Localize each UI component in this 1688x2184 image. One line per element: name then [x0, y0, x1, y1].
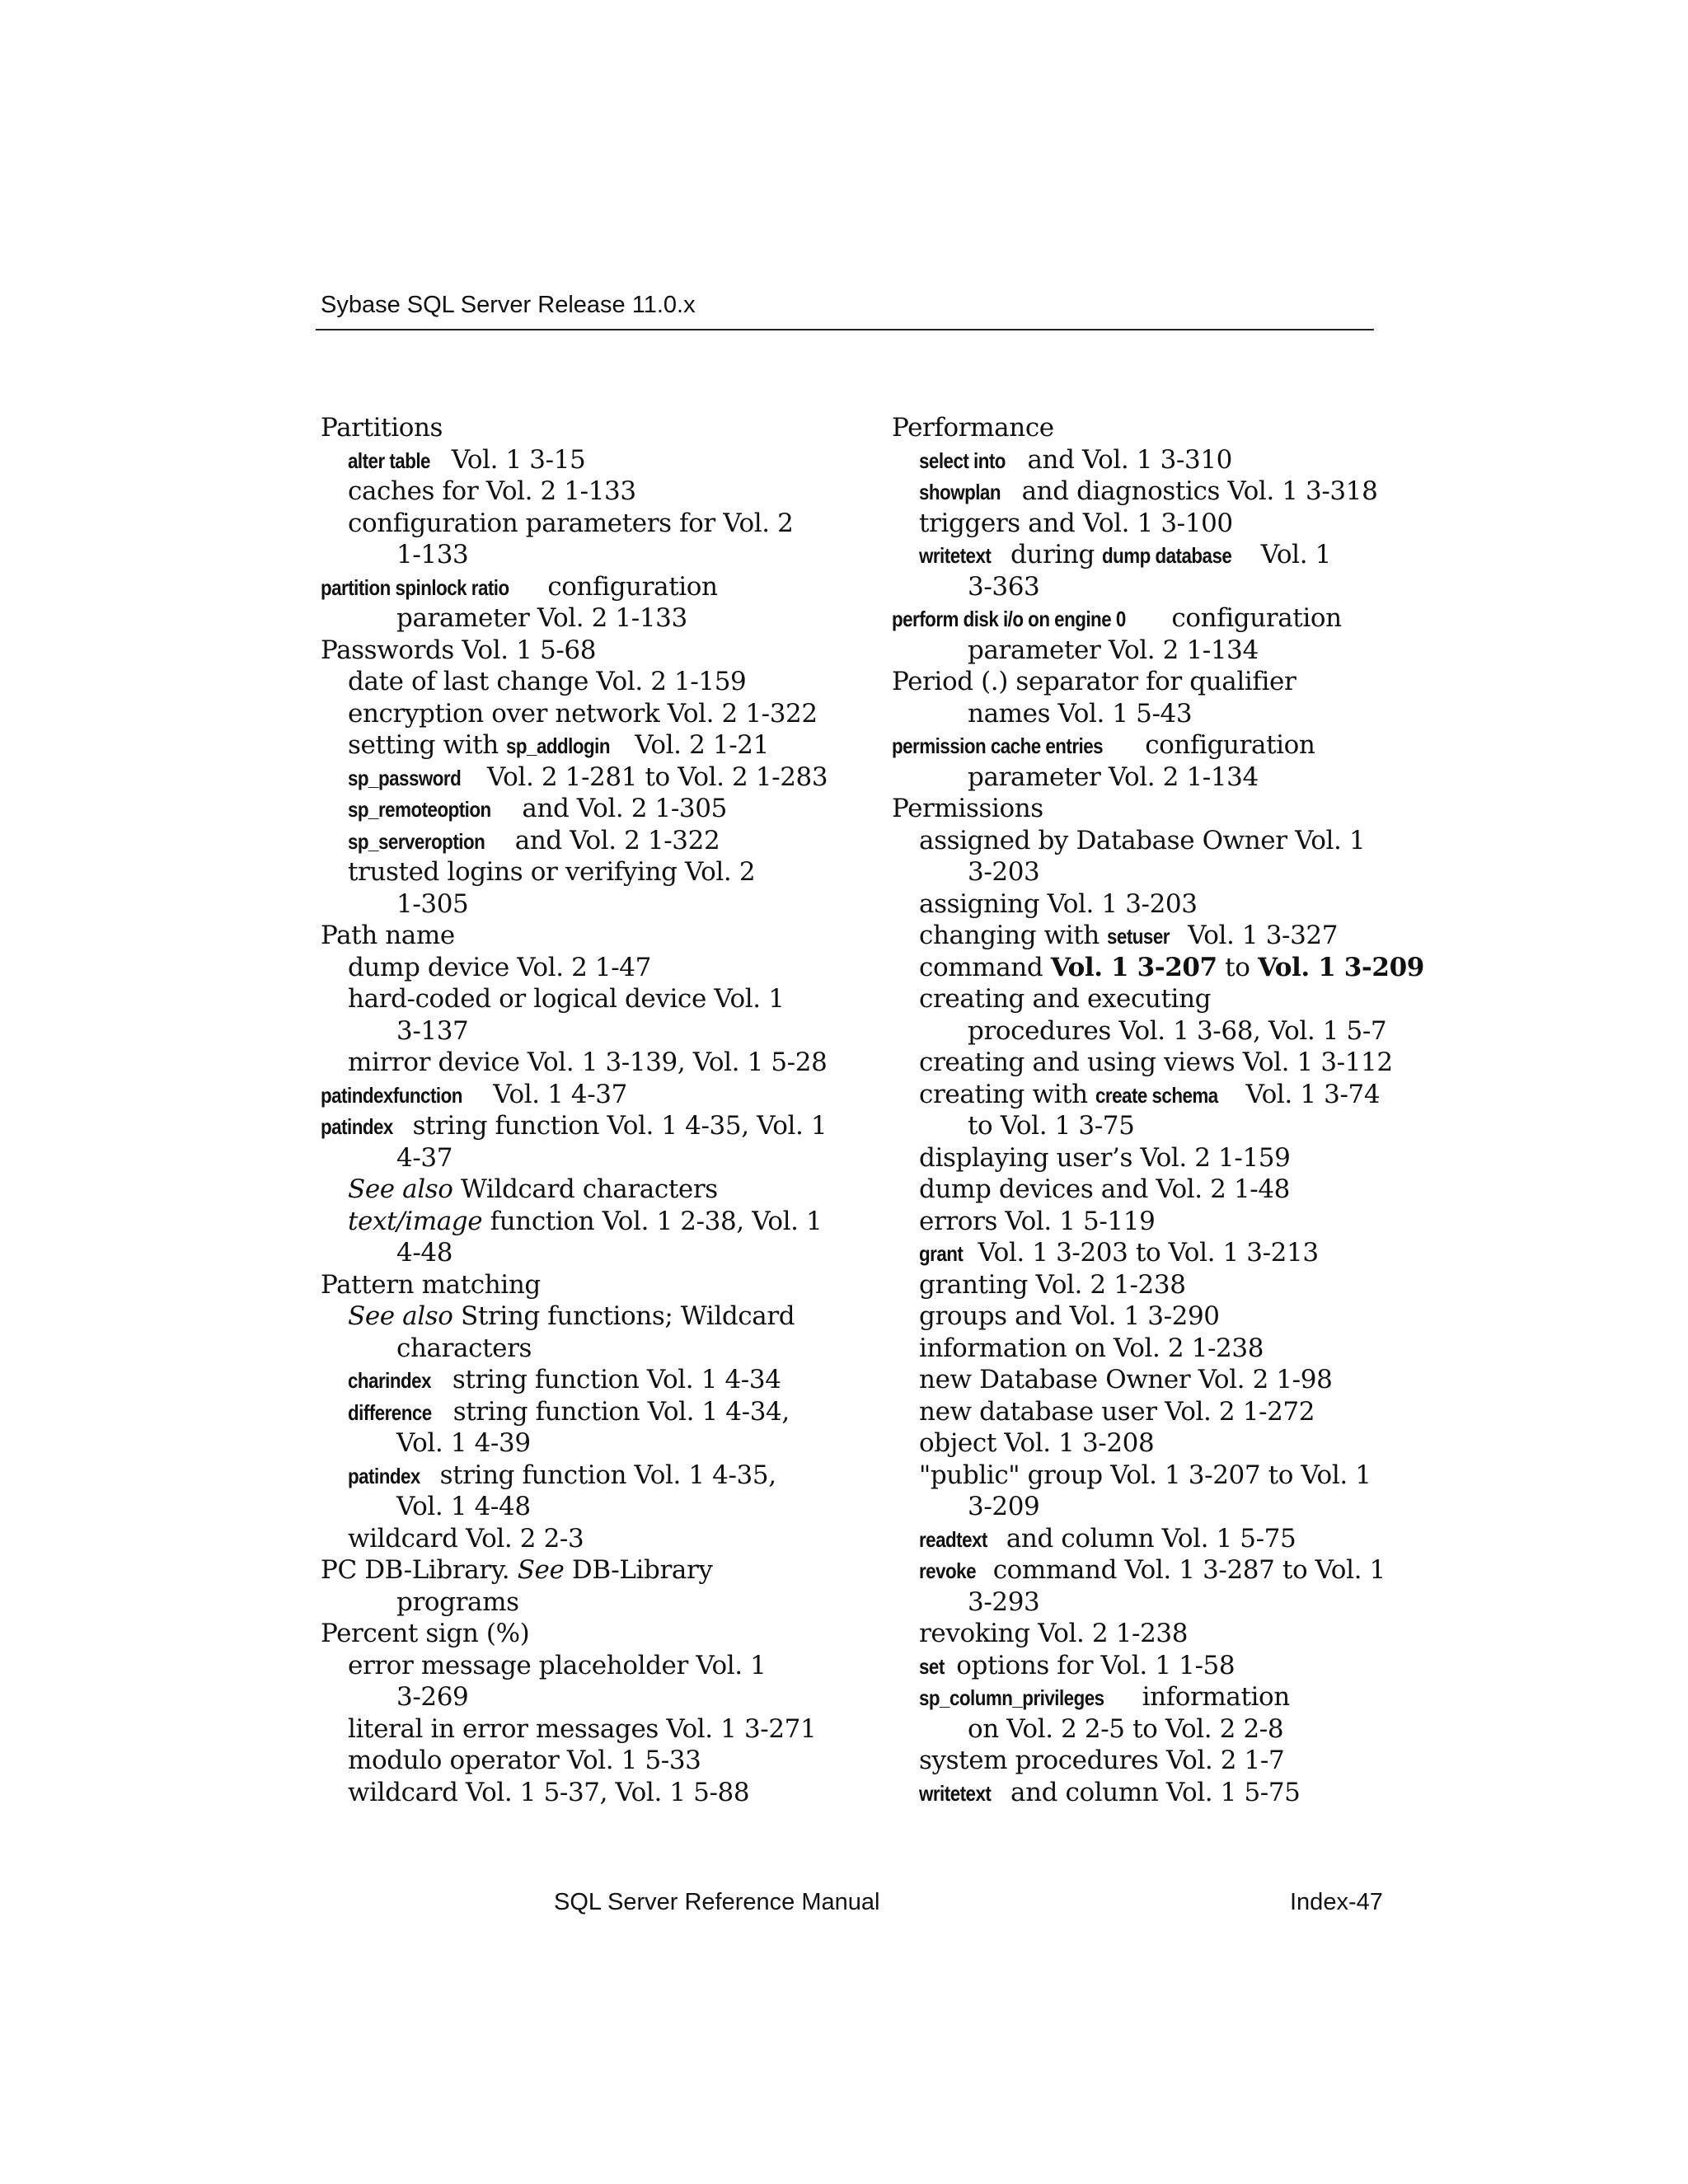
index-subentry	[321, 1047, 848, 1079]
index-continuation	[892, 1491, 1419, 1523]
entry-text: object Vol. 1 3-208	[919, 1428, 1155, 1458]
index-subentry	[321, 666, 848, 698]
entry-text: Vol. 1 4-48	[396, 1492, 531, 1521]
index-subentry	[892, 1427, 1419, 1460]
index-continuation	[321, 602, 848, 635]
index-column-left	[321, 412, 848, 1808]
entry-text: Pattern matching	[321, 1269, 541, 1300]
entry-text: and Vol. 2 1-322	[507, 825, 720, 855]
entry-text: Vol. 1 3-15	[443, 444, 586, 475]
entry-text: 3-363	[968, 571, 1040, 602]
entry-text: 3-209	[968, 1492, 1040, 1521]
entry-text: creating and using views Vol. 1 3-112	[919, 1047, 1393, 1077]
entry-text: caches for Vol. 2 1-133	[348, 476, 636, 506]
index-subentry	[321, 793, 848, 825]
index-continuation	[892, 1015, 1419, 1047]
index-subentry	[321, 1713, 848, 1746]
entry-text: Vol. 1 4-39	[396, 1428, 531, 1458]
index-subentry	[321, 1206, 848, 1238]
index-continuation	[321, 1015, 848, 1047]
index-subentry	[892, 1301, 1419, 1333]
entry-text: configuration parameters for Vol. 2	[348, 508, 794, 538]
code-term: patindex	[348, 1463, 420, 1488]
entry-text: Passwords Vol. 1 5-68	[321, 635, 597, 665]
index-continuation	[321, 1586, 848, 1619]
entry-text: during	[1002, 540, 1103, 569]
entry-text: string function Vol. 1 4-35, Vol. 1	[405, 1111, 828, 1141]
index-subentry	[892, 1681, 1419, 1713]
entry-text: error message placeholder Vol. 1	[348, 1650, 767, 1680]
code-term: partition spinlock ratio	[321, 574, 509, 600]
index-subentry	[321, 1396, 848, 1428]
index-entry	[321, 571, 848, 603]
code-term: revoke	[919, 1558, 977, 1583]
entry-text: Permissions	[892, 794, 1043, 823]
code-term: create schema	[1095, 1082, 1218, 1108]
entry-text: 4-48	[396, 1238, 453, 1268]
index-continuation	[321, 1681, 848, 1713]
entry-text: function Vol. 1 2-38, Vol. 1	[482, 1206, 823, 1236]
entry-text: wildcard Vol. 1 5-37, Vol. 1 5-88	[348, 1777, 750, 1807]
index-subentry	[892, 1269, 1419, 1301]
index-subentry	[892, 539, 1419, 571]
entry-text: String functions; Wildcard	[452, 1301, 795, 1331]
code-term: writetext	[919, 1780, 992, 1806]
entry-text: 3-269	[396, 1682, 469, 1712]
code-term: writetext	[919, 543, 992, 568]
index-entry	[321, 920, 848, 952]
entry-text: encryption over network Vol. 2 1-322	[348, 698, 818, 729]
entry-text: Performance	[892, 413, 1054, 443]
index-subentry	[892, 1650, 1419, 1682]
entry-text: Percent sign (%)	[321, 1619, 530, 1648]
index-subentry	[321, 856, 848, 888]
italic-term: text/image	[348, 1206, 483, 1236]
entry-text: options for Vol. 1 1-58	[948, 1650, 1236, 1680]
index-continuation	[892, 1586, 1419, 1619]
entry-text: Vol. 1	[1253, 540, 1331, 569]
index-continuation	[892, 1110, 1419, 1142]
entry-text: dump devices and Vol. 2 1-48	[919, 1174, 1290, 1204]
header-rule	[316, 329, 1374, 330]
entry-text: characters	[396, 1333, 532, 1363]
entry-text: Vol. 1 3-74	[1238, 1079, 1381, 1109]
footer-page-number: Index-47	[1290, 1889, 1383, 1915]
entry-text: configuration	[539, 571, 718, 602]
entry-text: Vol. 1 3-203 to Vol. 1 3-213	[970, 1238, 1319, 1268]
entry-text: Path name	[321, 921, 455, 950]
italic-term: See also	[348, 1174, 453, 1204]
code-term: sp_serveroption	[348, 828, 485, 854]
entry-text: configuration	[1163, 603, 1342, 633]
code-term: sp_remoteoption	[348, 797, 491, 822]
index-subentry	[892, 952, 1424, 984]
entry-text: programs	[396, 1586, 519, 1617]
index-entry	[321, 1110, 848, 1142]
entry-text: granting Vol. 2 1-238	[919, 1269, 1186, 1300]
entry-text: parameter Vol. 2 1-133	[396, 603, 687, 633]
index-column-right	[892, 412, 1424, 1808]
entry-text: Period (.) separator for qualifier	[892, 667, 1296, 696]
code-term: setuser	[1107, 924, 1170, 949]
index-subentry	[892, 1142, 1419, 1174]
entry-text: string function Vol. 1 4-35,	[432, 1460, 776, 1490]
entry-text: creating with	[919, 1079, 1096, 1109]
entry-text: assigned by Database Owner Vol. 1	[919, 825, 1366, 855]
entry-text: DB-Library	[564, 1555, 713, 1585]
index-entry	[892, 602, 1419, 635]
index-continuation	[892, 571, 1419, 603]
index-subentry	[892, 888, 1419, 921]
index-entry	[321, 1618, 848, 1650]
index-continuation	[892, 1713, 1419, 1746]
index-subentry	[892, 1460, 1419, 1492]
index-subentry	[892, 1047, 1419, 1079]
index-subentry	[892, 920, 1419, 952]
index-subentry	[892, 1523, 1419, 1555]
index-subentry	[892, 1777, 1419, 1809]
footer-manual-title: SQL Server Reference Manual	[554, 1889, 880, 1915]
index-subentry	[892, 1237, 1419, 1269]
entry-text: information on Vol. 2 1-238	[919, 1333, 1264, 1363]
entry-text: on Vol. 2 2-5 to Vol. 2 2-8	[968, 1713, 1284, 1744]
entry-text: and column Vol. 1 5-75	[998, 1523, 1296, 1554]
code-term: select into	[919, 448, 1006, 473]
entry-text: Vol. 2 1-281 to Vol. 2 1-283	[479, 762, 828, 792]
entry-text: dump device Vol. 2 1-47	[348, 952, 651, 982]
index-subentry	[892, 1079, 1419, 1111]
entry-text: Vol. 2 1-21	[626, 730, 769, 760]
entry-text: and Vol. 2 1-305	[513, 794, 727, 823]
entry-text: 3-137	[396, 1015, 469, 1046]
index-entry	[892, 793, 1419, 825]
code-term: readtext	[919, 1526, 987, 1552]
entry-text: date of last change Vol. 2 1-159	[348, 667, 747, 696]
entry-text: triggers and Vol. 1 3-100	[919, 508, 1233, 538]
index-subentry	[892, 508, 1419, 540]
entry-text: 3-203	[968, 857, 1040, 887]
code-term: difference	[348, 1399, 432, 1425]
index-entry	[321, 412, 848, 444]
index-subentry	[321, 698, 848, 730]
index-continuation	[321, 539, 848, 571]
entry-text: Vol. 1 4-37	[485, 1079, 627, 1109]
bold-reference: Vol. 1 3-207	[1050, 952, 1217, 982]
entry-text: and column Vol. 1 5-75	[1002, 1777, 1301, 1807]
entry-text: 1-133	[396, 540, 469, 569]
entry-text: Vol. 1 3-327	[1179, 921, 1339, 950]
entry-text: errors Vol. 1 5-119	[919, 1206, 1156, 1236]
index-subentry	[321, 1745, 848, 1777]
entry-text: to Vol. 1 3-75	[968, 1111, 1135, 1141]
index-entry	[892, 729, 1419, 762]
entry-text: 3-293	[968, 1586, 1040, 1617]
italic-term: See also	[348, 1301, 453, 1331]
entry-text: parameter Vol. 2 1-134	[968, 762, 1259, 792]
entry-text: trusted logins or verifying Vol. 2	[348, 857, 756, 887]
code-term: sp_column_privileges	[919, 1685, 1104, 1710]
entry-text: information	[1134, 1682, 1290, 1712]
entry-text: 4-37	[396, 1142, 453, 1173]
code-term: charindex	[348, 1368, 431, 1393]
index-subentry	[892, 1745, 1419, 1777]
index-subentry	[892, 1333, 1419, 1365]
index-subentry	[321, 952, 848, 984]
code-term: permission cache entries	[892, 733, 1104, 758]
entry-text: creating and executing	[919, 984, 1212, 1014]
index-subentry	[892, 983, 1419, 1015]
index-subentry	[892, 1554, 1419, 1586]
entry-text: changing with	[919, 921, 1108, 950]
entry-text: hard-coded or logical device Vol. 1	[348, 984, 785, 1014]
index-subentry	[892, 825, 1419, 857]
index-subentry	[892, 1364, 1419, 1396]
index-continuation	[892, 698, 1419, 730]
index-subentry	[892, 1618, 1419, 1650]
index-subentry	[892, 1396, 1419, 1428]
entry-text: PC DB-Library.	[321, 1555, 518, 1585]
index-continuation	[321, 1491, 848, 1523]
index-entry	[892, 666, 1419, 698]
code-term: showplan	[919, 480, 1001, 504]
entry-text: procedures Vol. 1 3-68, Vol. 1 5-7	[968, 1015, 1387, 1046]
index-entry	[321, 635, 848, 667]
entry-text: groups and Vol. 1 3-290	[919, 1301, 1220, 1331]
entry-text: names Vol. 1 5-43	[968, 698, 1193, 729]
index-subentry	[892, 1206, 1419, 1238]
index-subentry	[321, 983, 848, 1015]
index-continuation	[892, 635, 1419, 667]
code-term: patindex	[321, 1114, 393, 1139]
index-subentry	[321, 1523, 848, 1555]
entry-text: string function Vol. 1 4-34	[444, 1365, 781, 1394]
index-continuation	[892, 762, 1419, 794]
code-term: dump database	[1102, 543, 1232, 568]
index-subentry	[321, 1460, 848, 1492]
code-term: sp_password	[348, 765, 462, 790]
index-subentry	[892, 476, 1419, 508]
entry-text: new Database Owner Vol. 2 1-98	[919, 1365, 1333, 1394]
index-continuation	[321, 1427, 848, 1460]
entry-text: displaying user’s Vol. 2 1-159	[919, 1142, 1291, 1173]
entry-text: revoking Vol. 2 1-238	[919, 1619, 1189, 1648]
index-subentry	[321, 729, 848, 762]
entry-text: new database user Vol. 2 1-272	[919, 1396, 1315, 1427]
index-entry	[321, 1269, 848, 1301]
entry-text: configuration	[1137, 730, 1315, 760]
entry-text: parameter Vol. 2 1-134	[968, 635, 1259, 665]
code-term: alter table	[348, 448, 430, 473]
index-subentry	[321, 762, 848, 794]
code-term: sp_addlogin	[506, 733, 611, 758]
entry-text: literal in error messages Vol. 1 3-271	[348, 1713, 817, 1744]
entry-text: string function Vol. 1 4-34,	[445, 1396, 790, 1427]
index-subentry	[321, 508, 848, 540]
code-term: patindexfunction	[321, 1082, 462, 1108]
entry-text: and diagnostics Vol. 1 3-318	[1014, 476, 1378, 506]
code-term: set	[919, 1653, 945, 1679]
index-subentry	[321, 825, 848, 857]
index-subentry	[892, 444, 1419, 476]
code-term: perform disk i/o on engine 0	[892, 607, 1126, 631]
index-continuation	[321, 1142, 848, 1174]
index-subentry	[321, 444, 848, 476]
entry-text: assigning Vol. 1 3-203	[919, 888, 1198, 919]
entry-text: command Vol. 1 3-287 to Vol. 1	[985, 1555, 1386, 1585]
index-subentry	[321, 1301, 848, 1333]
entry-text: Wildcard characters	[452, 1174, 718, 1204]
entry-text: 1-305	[396, 888, 469, 919]
index-continuation	[892, 856, 1419, 888]
index-subentry	[892, 1174, 1419, 1206]
index-entry	[321, 1554, 848, 1586]
index-subentry	[321, 1174, 848, 1206]
index-subentry	[321, 1650, 848, 1682]
entry-text: command	[919, 952, 1051, 982]
entry-text: mirror device Vol. 1 3-139, Vol. 1 5-28	[348, 1047, 828, 1077]
index-continuation	[321, 1333, 848, 1365]
running-header: Sybase SQL Server Release 11.0.x	[321, 292, 696, 318]
entry-text: and Vol. 1 3-310	[1020, 444, 1232, 475]
entry-text: wildcard Vol. 2 2-3	[348, 1523, 584, 1554]
entry-text: modulo operator Vol. 1 5-33	[348, 1746, 701, 1775]
index-continuation	[321, 1237, 848, 1269]
entry-text: Partitions	[321, 413, 443, 443]
index-continuation	[321, 888, 848, 921]
bold-reference: Vol. 1 3-209	[1257, 952, 1424, 982]
index-subentry	[321, 1777, 848, 1809]
index-entry	[892, 412, 1419, 444]
index-entry	[321, 1079, 848, 1111]
entry-text: system procedures Vol. 2 1-7	[919, 1746, 1285, 1775]
code-term: grant	[919, 1241, 964, 1266]
index-subentry	[321, 476, 848, 508]
index-subentry	[321, 1364, 848, 1396]
entry-text: setting with	[348, 730, 507, 760]
entry-text: "public" group Vol. 1 3-207 to Vol. 1	[919, 1460, 1372, 1490]
entry-text: to	[1217, 952, 1258, 982]
italic-term: See	[517, 1555, 565, 1585]
